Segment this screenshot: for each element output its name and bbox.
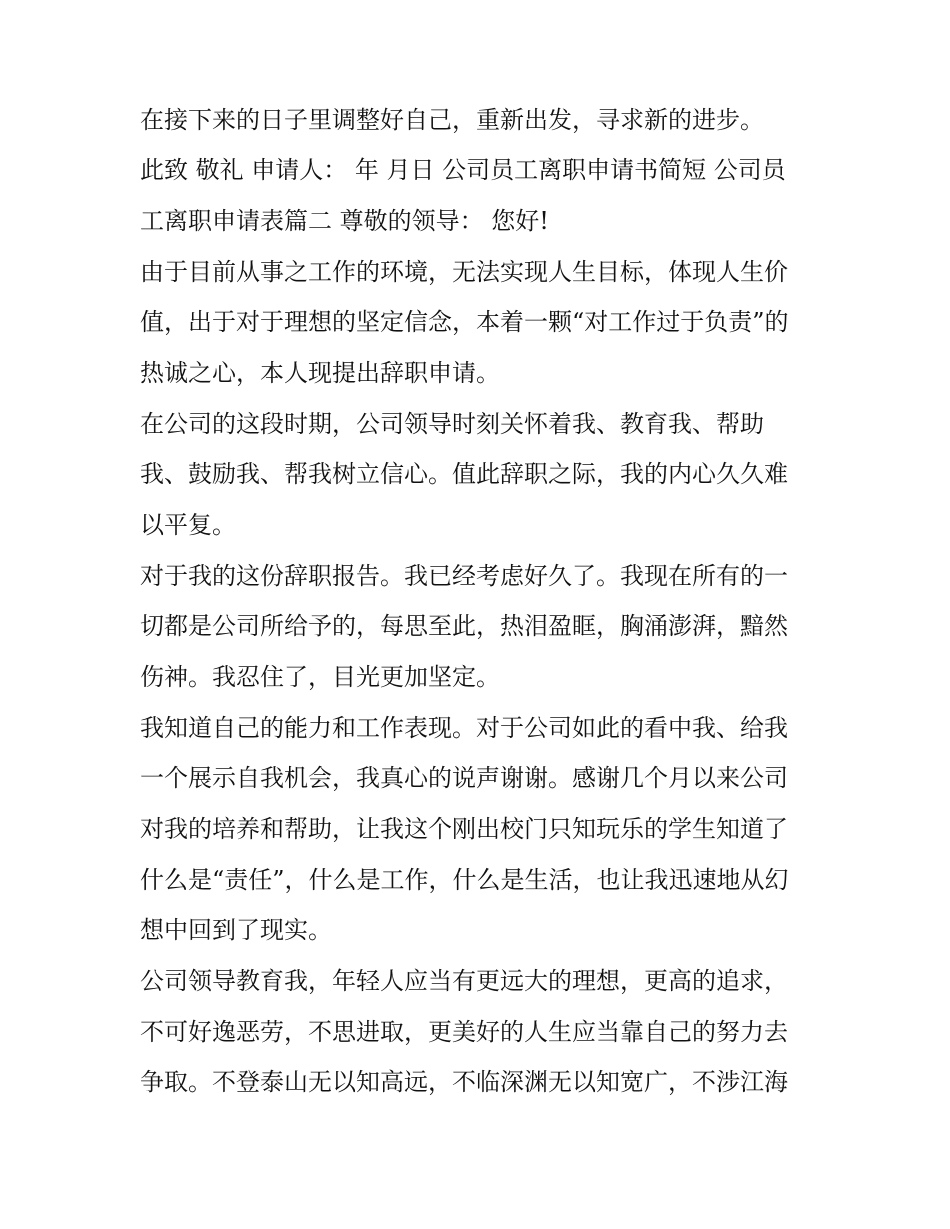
text-line: 由于目前从事之工作的环境，无法实现人生目标，体现人生价 (140, 258, 788, 286)
text-line: 值，出于对于理想的坚定信念，本着一颗“对工作过于负责”的 (140, 308, 789, 336)
text-line: 在接下来的日子里调整好自己，重新出发，寻求新的进步。 (140, 106, 764, 134)
text-line: 什么是“责任”，什么是工作，什么是生活，也让我迅速地从幻 (140, 866, 789, 894)
text-line: 一个展示自我机会，我真心的说声谢谢。感谢几个月以来公司 (140, 764, 788, 792)
text-line: 在公司的这段时期，公司领导时刻关怀着我、教育我、帮助 (140, 410, 764, 438)
text-line: 对我的培养和帮助，让我这个刚出校门只知玩乐的学生知道了 (140, 815, 788, 843)
text-line: 切都是公司所给予的，每思至此，热泪盈眶，胸涌澎湃，黯然 (140, 612, 788, 640)
text-line: 公司领导教育我，年轻人应当有更远大的理想，更高的追求， (140, 967, 788, 995)
text-line: 工离职申请表篇二 尊敬的领导： 您好! (140, 207, 549, 235)
text-line: 对于我的这份辞职报告。我已经考虑好久了。我现在所有的一 (140, 562, 788, 590)
text-line: 此致 敬礼 申请人： 年 月日 公司员工离职申请书简短 公司员 (140, 156, 786, 184)
text-line: 争取。不登泰山无以知高远，不临深渊无以知宽广，不涉江海 (140, 1068, 788, 1096)
text-line: 热诚之心，本人现提出辞职申请。 (140, 359, 500, 387)
text-line: 不可好逸恶劳，不思进取，更美好的人生应当靠自己的努力去 (140, 1018, 788, 1046)
text-line: 我、鼓励我、帮我树立信心。值此辞职之际，我的内心久久难 (140, 460, 788, 488)
text-line: 想中回到了现实。 (140, 916, 332, 944)
text-line: 以平复。 (140, 511, 236, 539)
text-line: 伤神。我忍住了，目光更加坚定。 (140, 663, 500, 691)
text-line: 我知道自己的能力和工作表现。对于公司如此的看中我、给我 (140, 714, 788, 742)
